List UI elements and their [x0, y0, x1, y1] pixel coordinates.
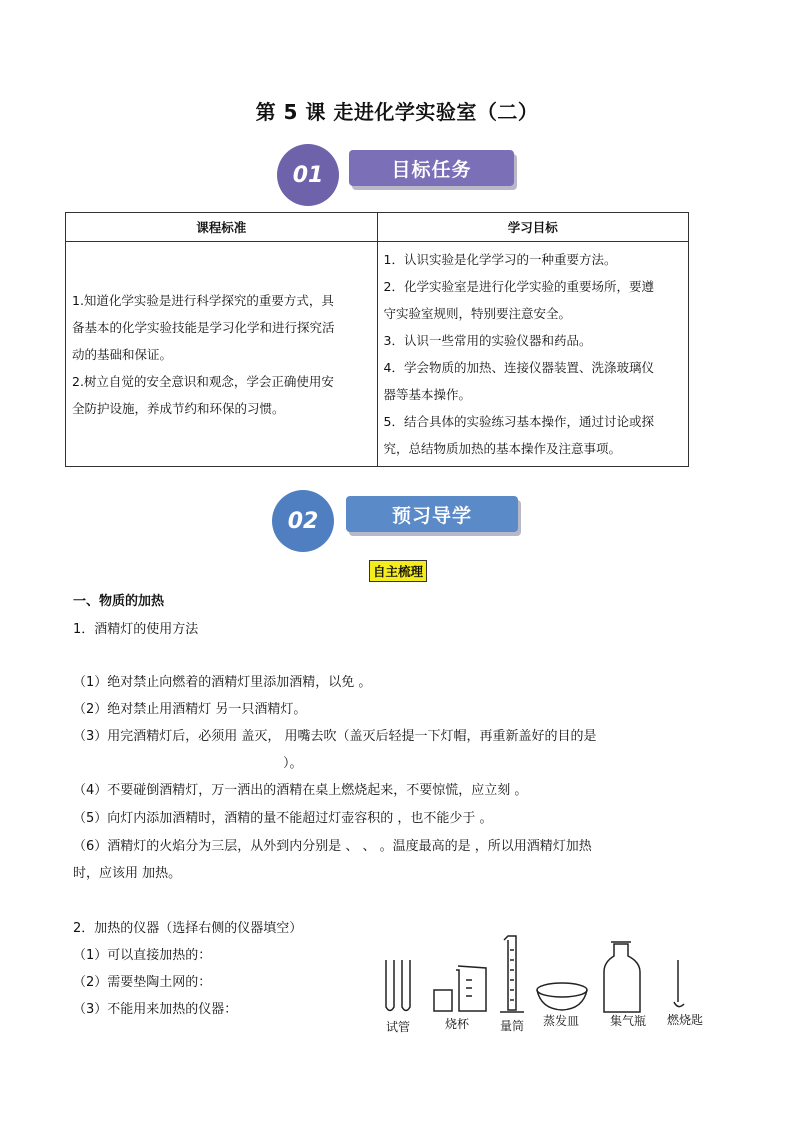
- question-3a: （3）用完酒精灯后，必须用 盖灭， 用嘴去吹（盖灭后轻提一下灯帽，再重新盖好的目的是: [73, 729, 597, 744]
- section-label-goals: 目标任务: [349, 150, 514, 186]
- question-6a: （6）酒精灯的火焰分为三层，从外到内分别是 、 、 。温度最高的是 ，所以用酒精灯加热: [73, 839, 592, 854]
- question-4: （4）不要碰倒酒精灯，万一洒出的酒精在桌上燃烧起来，不要惊慌，应立刻 。: [73, 783, 528, 798]
- goal-line: 器等基本操作。: [383, 387, 472, 402]
- question-3b: ）。: [283, 756, 303, 771]
- label-combustion-spoon: 燃烧匙: [667, 1013, 704, 1027]
- standard-line: 1.知道化学实验是进行科学探究的重要方式，具: [72, 292, 334, 308]
- header-standard: 课程标准: [66, 213, 378, 242]
- section-banner-preview: [272, 490, 527, 540]
- question-1: （1）绝对禁止向燃着的酒精灯里添加酒精，以免 。: [73, 675, 372, 690]
- section-number-goals: 01: [277, 144, 339, 206]
- label-cylinder: 量筒: [500, 1019, 525, 1033]
- standard-line: 备基本的化学实验技能是学习化学和进行探究活: [72, 319, 335, 335]
- label-gas-bottle: 集气瓶: [610, 1014, 647, 1028]
- sub-heading-lamp: 1．酒精灯的使用方法: [73, 622, 199, 637]
- goal-line: 4．学会物质的加热、连接仪器装置、洗涤玻璃仪: [383, 360, 654, 375]
- sub-heading-instruments: 2．加热的仪器（选择右侧的仪器填空）: [73, 921, 303, 936]
- prompt-gauze-heat: （2）需要垫陶土网的：: [73, 975, 212, 990]
- section-label-preview: 预习导学: [346, 496, 518, 532]
- standard-line: 2.树立自觉的安全意识和观念，学会正确使用安: [72, 373, 334, 389]
- test-tube-icon: [386, 960, 410, 1011]
- standards-table: [65, 212, 689, 467]
- goal-line: 3．认识一些常用的实验仪器和药品。: [383, 333, 592, 348]
- question-6b: 时，应该用 加热。: [73, 866, 182, 881]
- goal-line: 1．认识实验是化学学习的一种重要方法。: [383, 252, 617, 267]
- goals-cell: [377, 242, 689, 467]
- goal-line: 究，总结物质加热的基本操作及注意事项。: [383, 441, 622, 456]
- question-2: （2）绝对禁止用酒精灯 另一只酒精灯。: [73, 702, 307, 717]
- evaporating-dish-icon: [537, 983, 587, 1010]
- goal-line: 2．化学实验室是进行化学实验的重要场所，要遵: [383, 279, 654, 294]
- standard-line: 全防护设施，养成节约和环保的习惯。: [72, 400, 285, 416]
- graduated-cylinder-icon: [500, 936, 524, 1012]
- goal-line: 5．结合具体的实验练习基本操作，通过讨论或探: [383, 414, 654, 429]
- goal-line: 守实验室规则，特别要注意安全。: [383, 306, 572, 321]
- question-5: （5）向灯内添加酒精时，酒精的量不能超过灯壶容积的 ，也不能少于 。: [73, 811, 493, 826]
- label-beaker: 烧杯: [445, 1017, 470, 1031]
- section-banner-goals: [277, 144, 522, 194]
- self-study-tag: 自主梳理: [369, 560, 427, 582]
- beaker-icon: [434, 966, 486, 1011]
- gas-bottle-icon: [604, 942, 640, 1012]
- standards-cell: [66, 242, 378, 467]
- section-number-preview: 02: [272, 490, 334, 552]
- header-goals: 学习目标: [377, 213, 689, 242]
- standard-line: 动的基础和保证。: [72, 346, 173, 362]
- prompt-no-heat: （3）不能用来加热的仪器：: [73, 1002, 238, 1017]
- page-title: 第 5 课 走进化学实验室（二）: [255, 100, 539, 124]
- prompt-direct-heat: （1）可以直接加热的：: [73, 948, 212, 963]
- combustion-spoon-icon: [674, 960, 684, 1007]
- label-evaporating-dish: 蒸发皿: [543, 1014, 580, 1028]
- label-test-tube: 试管: [386, 1020, 411, 1034]
- heading-heating: 一、物质的加热: [73, 594, 165, 609]
